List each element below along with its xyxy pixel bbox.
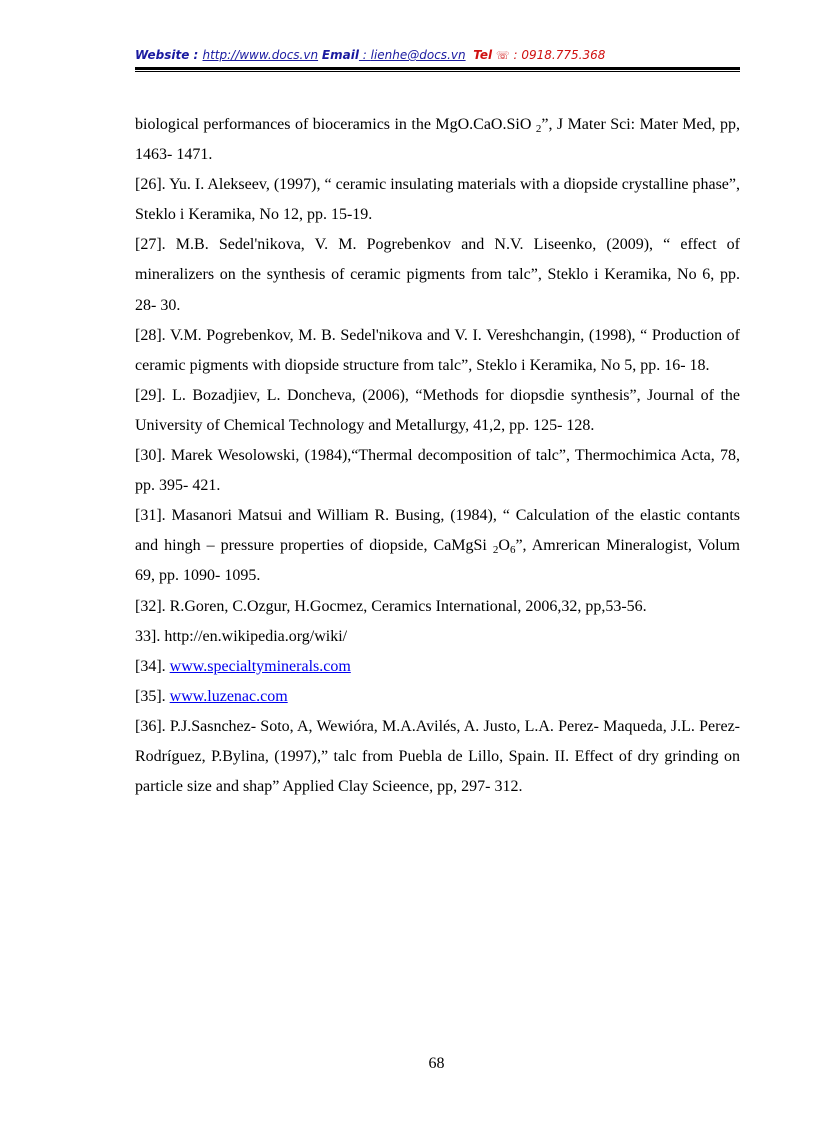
reference-text: [30]. Marek Wesolowski, (1984),“Thermal decomposition of talc”, Thermochimica Acta, 78, pp. 395- 421. bbox=[135, 447, 740, 495]
reference-item bbox=[135, 110, 740, 170]
reference-text: [35]. bbox=[135, 687, 170, 705]
reference-item bbox=[135, 622, 740, 652]
reference-item bbox=[135, 652, 740, 682]
reference-item bbox=[135, 230, 740, 320]
reference-text: biological performances of bioceramics in the MgO.CaO.SiO bbox=[135, 116, 536, 133]
page-number: 68 bbox=[428, 1055, 445, 1072]
tel-sep: : bbox=[509, 48, 522, 62]
website-label: Website : bbox=[135, 48, 203, 62]
header-rule-thick bbox=[135, 67, 740, 70]
tel-number: 0918.775.368 bbox=[521, 48, 606, 62]
reference-text: O bbox=[498, 537, 510, 555]
reference-list bbox=[135, 110, 740, 802]
reference-text: [27]. M.B. Sedel'nikova, V. M. Pogrebenkov and N.V. Liseenko, (2009), “ effect of mineralizers on the synthesis of ceramic pigments from talc”, Steklo i Keramika, No 6, pp. 28- 30. bbox=[135, 236, 740, 314]
header-rule-thin bbox=[135, 71, 740, 72]
reference-item bbox=[135, 712, 740, 802]
reference-text: ”, J Mater Sci: Mater Med, pp, 1463- 1471. bbox=[135, 116, 741, 164]
reference-item bbox=[135, 381, 740, 441]
reference-item bbox=[135, 441, 740, 501]
reference-link[interactable]: www.luzenac.com bbox=[169, 687, 288, 705]
subscript: 2 bbox=[535, 123, 542, 135]
page-header bbox=[135, 47, 740, 64]
reference-text: [29]. L. Bozadjiev, L. Doncheva, (2006), “Methods for diopsdie synthesis”, Journal of the University of Chemical Technology and Metallurgy, 41,2, pp. 125- 128. bbox=[135, 386, 740, 434]
reference-text: [34]. bbox=[135, 657, 170, 675]
email-sep: : bbox=[358, 48, 371, 62]
reference-item bbox=[135, 321, 740, 381]
email-link[interactable]: lienhe@docs.vn bbox=[370, 48, 466, 62]
reference-item bbox=[135, 501, 740, 591]
tel-label: Tel bbox=[473, 48, 493, 62]
reference-text: [26]. Yu. I. Alekseev, (1997), “ ceramic insulating materials with a diopside crystalline phase”, Steklo i Keramika, No 12, pp. 15-19. bbox=[135, 176, 740, 224]
subscript: 6 bbox=[509, 544, 516, 557]
phone-icon: ☏ bbox=[495, 49, 510, 62]
website-link[interactable]: http://www.docs.vn bbox=[202, 48, 319, 62]
email-label: Email bbox=[321, 48, 359, 62]
reference-link[interactable]: www.specialtyminerals.com bbox=[169, 657, 351, 675]
reference-text: 33]. http://en.wikipedia.org/wiki/ bbox=[135, 627, 348, 645]
reference-text: [28]. V.M. Pogrebenkov, M. B. Sedel'nikova and V. I. Vereshchangin, (1998), “ Production of ceramic pigments with diopside structure from talc”, Steklo i Keramika, No 5, pp. 16- 18. bbox=[135, 326, 740, 374]
reference-item bbox=[135, 682, 740, 712]
reference-item bbox=[135, 170, 740, 230]
subscript: 2 bbox=[492, 544, 499, 557]
reference-item bbox=[135, 592, 740, 622]
reference-text: ”, Amrerican Mineralogist, Volum 69, pp. 1090- 1095. bbox=[135, 537, 740, 585]
reference-text: [36]. P.J.Sasnchez- Soto, A, Wewióra, M.A.Avilés, A. Justo, L.A. Perez- Maqueda, J.L. Perez- Rodríguez, P.Bylina, (1997),” talc from Puebla de Lillo, Spain. II. Effect of dry grinding on particle size and shap” Applied Clay Scieence, pp, 297- 312. bbox=[135, 717, 740, 796]
reference-text: [32]. R.Goren, C.Ozgur, H.Gocmez, Ceramics International, 2006,32, pp,53-56. bbox=[135, 597, 647, 615]
reference-text: [31]. Masanori Matsui and William R. Busing, (1984), “ Calculation of the elastic contants and hingh – pressure properties of diopside, CaMgSi bbox=[135, 507, 740, 555]
